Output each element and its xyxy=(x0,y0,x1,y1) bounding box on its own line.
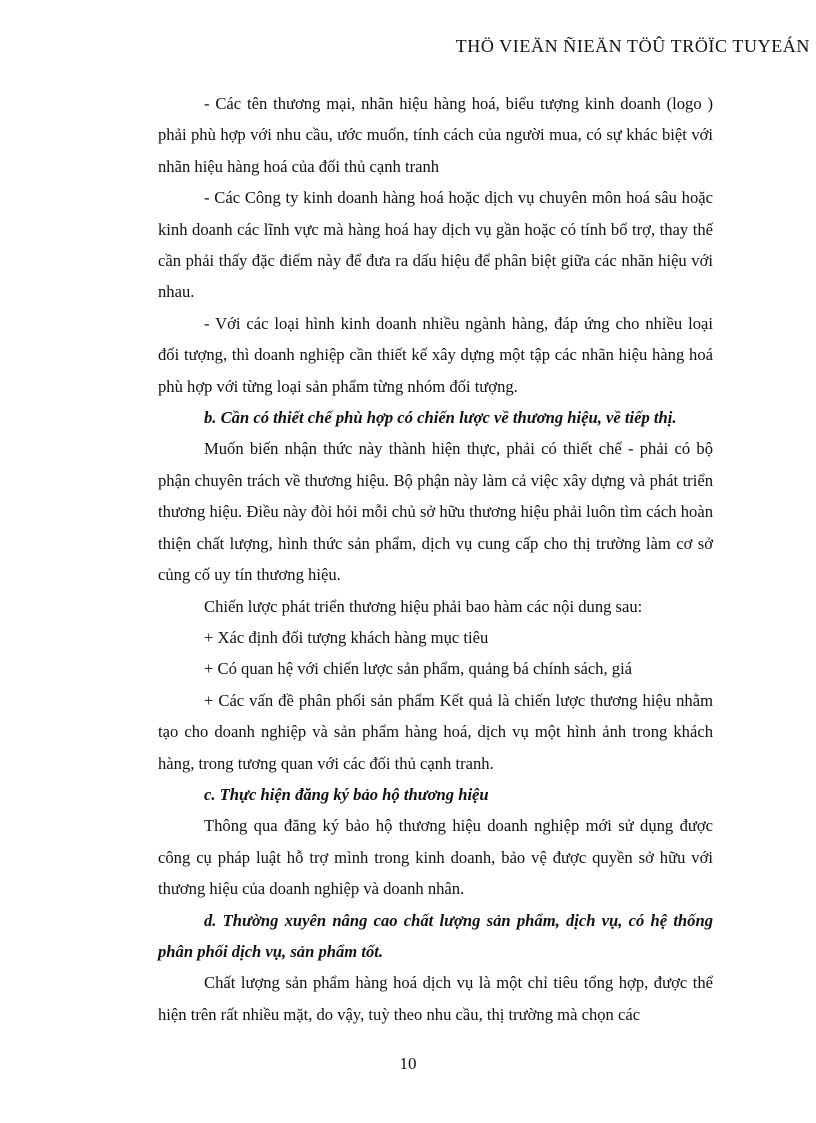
list-item-product-strategy: + Có quan hệ với chiến lược sản phẩm, quảng bá chính sách, giá xyxy=(204,659,633,679)
paragraph-brand-naming: - Các tên thương mại, nhãn hiệu hàng hoá, biểu tượng kinh doanh (logo ) phải phù hợp với nhu cầu, ước muốn, tính cách của người mua, có sự khác biệt với nhãn hiệu hàng hoá của đối thủ cạnh tranh xyxy=(158,94,713,176)
paragraph-strategy-intro: Chiến lược phát triển thương hiệu phải bao hàm các nội dung sau: xyxy=(204,596,643,616)
paragraph-registration: Thông qua đăng ký bảo hộ thương hiệu doanh nghiệp mới sử dụng được công cụ pháp luật hỗ trợ mình trong kinh doanh, bảo vệ được quyền sở hữu với thương hiệu của doanh nghiệp và doanh nhân. xyxy=(158,816,713,899)
library-header: THÖ VIEÄN ÑIEÄN TÖÛ TRÖÏC TUYEÁN xyxy=(455,36,810,56)
paragraph-specialized-companies: - Các Công ty kinh doanh hàng hoá hoặc dịch vụ chuyên môn hoá sâu hoặc kinh doanh các lĩnh vực mà hàng hoá hay dịch vụ gần hoặc có tính bổ trợ, thay thế cần phải thấy đặc điểm này để đưa ra dấu hiệu để phân biệt giữa các nhãn hiệu với nhau. xyxy=(158,188,713,302)
list-item-target-customers: + Xác định đối tượng khách hàng mục tiêu xyxy=(204,627,489,647)
section-heading-d: d. Thường xuyên nâng cao chất lượng sản phẩm, dịch vụ, có hệ thống phân phối dịch vụ, sản phẩm tốt. xyxy=(158,910,713,961)
section-heading-c: c. Thực hiện đăng ký bảo hộ thương hiệu xyxy=(204,784,489,804)
document-body xyxy=(158,88,713,1030)
paragraph-institution: Muốn biến nhận thức này thành hiện thực, phải có thiết chế - phải có bộ phận chuyên trách về thương hiệu. Bộ phận này làm cả việc xây dựng và phát triển thương hiệu. Điều này đòi hỏi mỗi chủ sở hữu thương hiệu phải luôn tìm cách hoàn thiện chất lượng, hình thức sản phẩm, dịch vụ cung cấp cho thị trường làm cơ sở củng cố uy tín thương hiệu. xyxy=(158,439,713,585)
paragraph-quality: Chất lượng sản phẩm hàng hoá dịch vụ là một chỉ tiêu tổng hợp, được thể hiện trên rất nhiều mặt, do vậy, tuỳ theo nhu cầu, thị trường mà chọn các xyxy=(158,973,713,1024)
page-number: 10 xyxy=(399,1054,417,1073)
section-heading-b: b. Cần có thiết chế phù hợp có chiến lược về thương hiệu, về tiếp thị. xyxy=(204,408,677,428)
list-item-distribution: + Các vấn đề phân phối sản phẩm Kết quả là chiến lược thương hiệu nhằm tạo cho doanh nghiệp và sản phẩm hàng hoá, dịch vụ một hình ảnh trong khách hàng, trong tương quan với các đối thủ cạnh tranh. xyxy=(158,690,713,773)
paragraph-multi-industry: - Với các loại hình kinh doanh nhiều ngành hàng, đáp ứng cho nhiều loại đối tượng, thì doanh nghiệp cần thiết kế xây dựng một tập các nhãn hiệu hàng hoá phù hợp với từng loại sản phẩm từng nhóm đối tượng. xyxy=(158,313,713,396)
